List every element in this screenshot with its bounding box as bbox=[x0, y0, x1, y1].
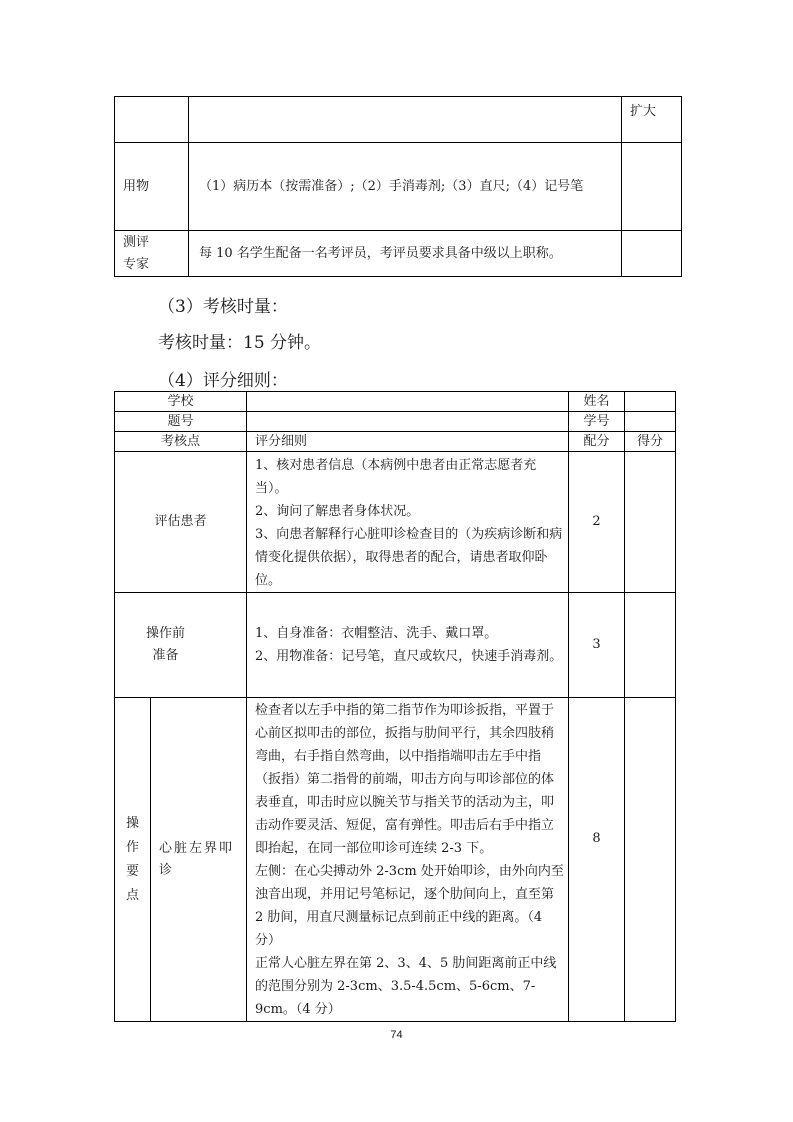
point-preparation bbox=[115, 593, 247, 698]
requirements-table bbox=[114, 96, 682, 277]
score-assess-patient: 2 bbox=[569, 452, 625, 593]
table-row bbox=[115, 412, 676, 432]
school-label: 学校 bbox=[115, 392, 247, 412]
school-value bbox=[247, 392, 569, 412]
detail-preparation bbox=[247, 593, 569, 698]
evaluator-label bbox=[115, 231, 189, 277]
section4-heading: （4）评分细则： bbox=[158, 371, 288, 391]
section3-heading: （3）考核时量： bbox=[158, 297, 288, 317]
table-row bbox=[115, 698, 676, 1022]
table-row bbox=[115, 452, 676, 593]
table-row bbox=[115, 231, 682, 277]
topic-label: 题号 bbox=[115, 412, 247, 432]
table-cell bbox=[115, 97, 189, 143]
table-cell bbox=[189, 97, 622, 143]
table-cell bbox=[622, 231, 682, 277]
expand-cell: 扩大 bbox=[622, 97, 682, 143]
table-row bbox=[115, 97, 682, 143]
student-id-value bbox=[625, 412, 676, 432]
col-header-score: 配分 bbox=[569, 432, 625, 452]
detail-left-border bbox=[247, 698, 569, 1022]
point-left-border: 心脏左界叩诊 bbox=[151, 698, 247, 1022]
detail-line: 左侧：在心尖搏动外 2-3cm 处开始叩诊，由外向内至浊音出现，并用记号笔标记，逐个肋间向上，直至第 2 肋间，用直尺测量标记点到前正中线的距离。（4 分） bbox=[255, 864, 564, 948]
table-row bbox=[115, 392, 676, 412]
detail-line: 1、自身准备：衣帽整洁、洗手、戴口罩。 bbox=[255, 626, 498, 641]
detail-assess-patient bbox=[247, 452, 569, 593]
supplies-content: （1）病历本（按需准备）;（2）手消毒剂;（3）直尺;（4）记号笔 bbox=[189, 143, 622, 231]
table-row bbox=[115, 593, 676, 698]
detail-line: 正常人心脏左界在第 2、3、4、5 肋间距离前正中线的范围分别为 2-3cm、3.5-4.5cm、5-6cm、7-9cm。（4 分） bbox=[255, 956, 557, 1017]
point-assess-patient: 评估患者 bbox=[115, 452, 247, 593]
group-operation-points: 操作要点 bbox=[115, 698, 151, 1022]
evaluator-content: 每 10 名学生配备一名考评员，考评员要求具备中级以上职称。 bbox=[189, 231, 622, 277]
evaluator-label-line1: 测评 bbox=[123, 234, 150, 250]
col-header-detail: 评分细则 bbox=[247, 432, 569, 452]
got-left-border bbox=[625, 698, 676, 1022]
detail-line: 1、核对患者信息（本病例中患者由正常志愿者充当）。 bbox=[255, 458, 537, 496]
table-row bbox=[115, 143, 682, 231]
col-header-point: 考核点 bbox=[115, 432, 247, 452]
detail-line: 2、询问了解患者身体状况。 bbox=[255, 504, 420, 519]
detail-line: 3、向患者解释行心脏叩诊检查目的（为疾病诊断和病情变化提供依据），取得患者的配合，请患者取仰卧位。 bbox=[255, 527, 563, 588]
score-preparation: 3 bbox=[569, 593, 625, 698]
got-preparation bbox=[625, 593, 676, 698]
got-assess-patient bbox=[625, 452, 676, 593]
topic-value bbox=[247, 412, 569, 432]
score-left-border: 8 bbox=[569, 698, 625, 1022]
detail-line: 2、用物准备：记号笔，直尺或软尺，快速手消毒剂。 bbox=[255, 649, 563, 664]
point-preparation-line2: 准备 bbox=[152, 648, 179, 663]
table-cell bbox=[622, 143, 682, 231]
name-value bbox=[625, 392, 676, 412]
table-row bbox=[115, 432, 676, 452]
supplies-label: 用物 bbox=[115, 143, 189, 231]
name-label: 姓名 bbox=[569, 392, 625, 412]
col-header-got: 得分 bbox=[625, 432, 676, 452]
grading-table bbox=[114, 391, 676, 1022]
detail-line: 检查者以左手中指的第二指节作为叩诊扳指，平置于心前区拟叩击的部位，扳指与肋间平行，其余四肢稍弯曲，右手指自然弯曲，以中指指端叩击左手中指（扳指）第二指骨的前端，叩击方向与叩诊部位的体表垂直，叩击时应以腕关节与指关节的活动为主，叩击动作要灵活、短促，富有弹性。叩击后右手中指立即抬起，在同一部位叩诊可连续 2-3 下。 bbox=[255, 703, 555, 856]
evaluator-label-line2: 专家 bbox=[123, 256, 150, 272]
page-number: 74 bbox=[390, 1029, 403, 1041]
student-id-label: 学号 bbox=[569, 412, 625, 432]
point-preparation-line1: 操作前 bbox=[146, 626, 186, 641]
section3-text: 考核时量：15 分钟。 bbox=[158, 333, 322, 353]
